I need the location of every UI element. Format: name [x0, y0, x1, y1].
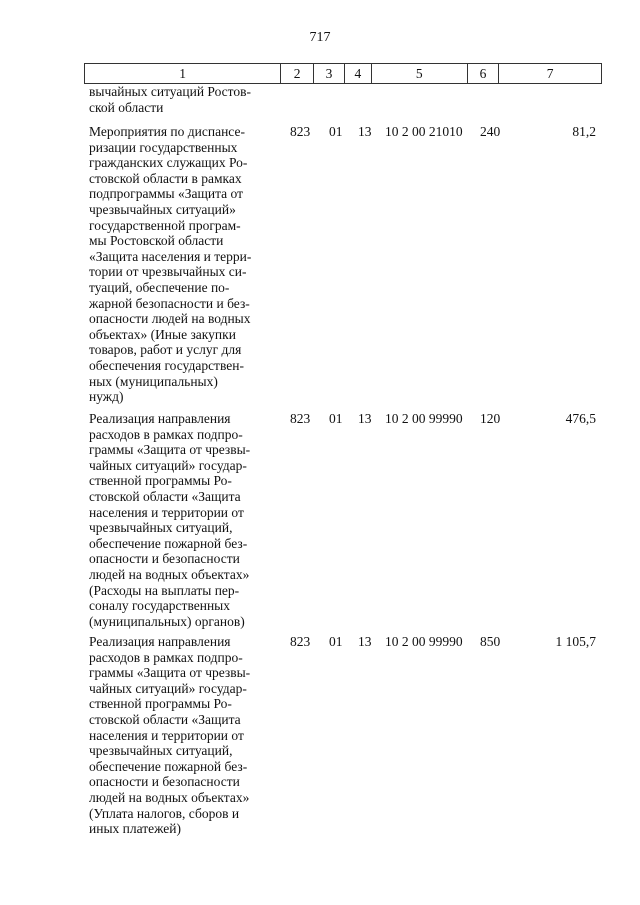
ministry-code: 823 — [290, 124, 311, 139]
expense-type-code: 240 — [480, 124, 501, 139]
budget-table — [84, 63, 602, 84]
column-header-4: 4 — [345, 64, 372, 83]
target-article-code: 10 2 00 99990 — [385, 411, 463, 426]
table-header-row — [84, 63, 602, 84]
ministry-code: 823 — [290, 634, 311, 649]
column-header-6: 6 — [468, 64, 500, 83]
section-code: 01 — [329, 124, 343, 139]
target-article-code: 10 2 00 21010 — [385, 124, 463, 139]
row-description: Мероприятия по диспансе- ризации государственных гражданских служащих Ро- стовской области в рамках подпрограммы «Защита от чрезвычайных ситуаций» государственной програм- мы Ростовской области «Защита населения и терри- тории от чрезвычайных си- туаций, обеспечение по- жарной безопасности и без- опасности людей на водных объектах» (Иные закупки товаров, работ и услуг для обеспечения государствен- ных (муниципальных) нужд) — [89, 124, 252, 405]
column-header-3: 3 — [314, 64, 345, 83]
section-code: 01 — [329, 411, 343, 426]
column-header-2: 2 — [281, 64, 314, 83]
amount: 476,5 — [565, 411, 596, 426]
target-article-code: 10 2 00 99990 — [385, 634, 463, 649]
amount: 1 105,7 — [555, 634, 596, 649]
subsection-code: 13 — [358, 411, 372, 426]
ministry-code: 823 — [290, 411, 311, 426]
column-header-5: 5 — [372, 64, 468, 83]
subsection-code: 13 — [358, 124, 372, 139]
row-description: Реализация направления расходов в рамках подпро- граммы «Защита от чрезвы- чайных ситуаций» государ- ственной программы Ро- стовской области «Защита населения и территории от чрезвычайных ситуаций, обеспечение пожарной без- опасности и безопасности людей на водных объектах» (Расходы на выплаты пер- соналу государственных (муниципальных) органов) — [89, 411, 251, 629]
expense-type-code: 120 — [480, 411, 501, 426]
expense-type-code: 850 — [480, 634, 501, 649]
column-header-7: 7 — [546, 66, 554, 81]
subsection-code: 13 — [358, 634, 372, 649]
column-header-1: 1 — [85, 64, 281, 83]
continuation-text: вычайных ситуаций Ростов- ской области — [89, 84, 252, 115]
row-description: Реализация направления расходов в рамках подпро- граммы «Защита от чрезвы- чайных ситуаций» государ- ственной программы Ро- стовской области «Защита населения и территории от чрезвычайных ситуаций, обеспечение пожарной без- опасности и безопасности людей на водных объектах» (Уплата налогов, сборов и иных платежей) — [89, 634, 251, 837]
page-number: 717 — [309, 30, 331, 45]
amount: 81,2 — [572, 124, 596, 139]
section-code: 01 — [329, 634, 343, 649]
